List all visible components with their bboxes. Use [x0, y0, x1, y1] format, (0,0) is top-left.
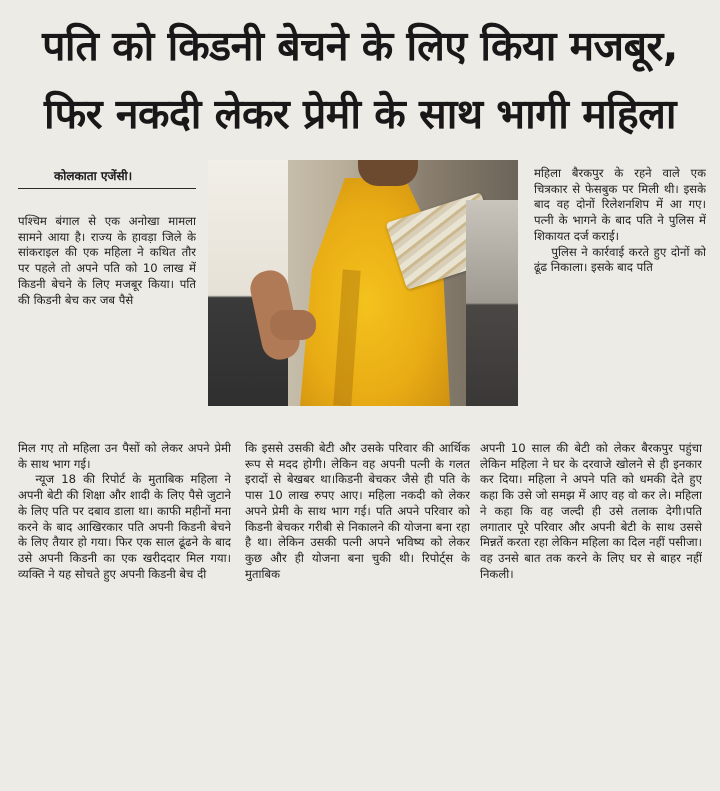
- article-column-3: [480, 441, 702, 773]
- article-column-right-top: [534, 166, 706, 440]
- headline-line-2: फिर नकदी लेकर प्रेमी के साथ भागी महिला: [43, 90, 677, 138]
- article-photo: [208, 160, 518, 406]
- article-column-left-top: [18, 214, 196, 440]
- paragraph: महिला बैरकपुर के रहने वाले एक चित्रकार से फेसबुक पर मिली थी। इसके बाद वह दोनों रिलेशनशिप में आ गए। पत्नी के भागने के बाद पति ने पुलिस में शिकायत दर्ज कराई।: [534, 166, 706, 243]
- paragraph: पुलिस ने कार्रवाई करते हुए दोनों को ढूंढ निकाला। इसके बाद पति: [534, 244, 706, 275]
- photo-joined-hands: [270, 310, 316, 340]
- article-column-1: [18, 441, 231, 773]
- photo-bystander: [466, 200, 518, 406]
- article-column-2: [245, 441, 470, 773]
- headline-line-1: पति को किडनी बेचने के लिए किया मजबूर,: [42, 22, 678, 70]
- photo-woman-head: [358, 160, 418, 186]
- paragraph: कि इससे उसकी बेटी और उसके परिवार की आर्थिक रूप से मदद होगी। लेकिन वह अपनी पत्नी के गलत इरादों से बेखबर था।किडनी बेचकर जैसे ही पति के पास 10 लाख रुपए आए। महिला नकदी को लेकर अपने प्रेमी के साथ भाग गई। पति अपने परिवार को किडनी बेचकर गरीबी से निकालने की योजना बना रहा है था। लेकिन उसकी पत्नी अपने भविष्य को लेकर कुछ और ही योजना बना चुकी थी। रिपोर्ट्स के मुताबिक: [245, 441, 470, 581]
- dateline-rule: [18, 188, 196, 189]
- paragraph: मिल गए तो महिला उन पैसों को लेकर अपने प्रेमी के साथ भाग गई।: [18, 441, 231, 471]
- dateline: कोलकाता एजेंसी।: [54, 169, 133, 183]
- paragraph: न्यूज 18 की रिपोर्ट के मुताबिक महिला ने अपनी बेटी की शिक्षा और शादी के लिए पैसे जुटाने के लिए पति पर दबाव डाला था। काफी महीनों मना करने के बाद आखिरकार पति अपनी किडनी बेचने के लिए तैयार हो गया। फिर एक साल ढूंढने के बाद उसे अपनी किडनी का एक खरीददार मिल गया। व्यक्ति ने यह सोचते हुए अपनी किडनी बेच दी: [18, 472, 231, 581]
- paragraph: अपनी 10 साल की बेटी को लेकर बैरकपुर पहुंचा लेकिन महिला ने घर के दरवाजे खोलने से ही इनकार कर दिया। महिला ने अपने पति को धमकी देते हुए कहा कि उसे जो समझ में आए वह वो कर ले। महिला ने कहा कि वह जल्दी ही उसे तलाक देगी।पति लगातार पूरे परिवार और अपनी बेटी के साथ उससे मिन्नतें करता रहा लेकिन महिला का दिल नहीं पसीजा। वह उनसे बात तक करने के लिए घर से बाहर नहीं निकली।: [480, 441, 702, 581]
- paragraph: पश्चिम बंगाल से एक अनोखा मामला सामने आया है। राज्य के हावड़ा जिले के सांकराइल की एक महिला ने कथित तौर पर पहले तो अपने पति को 10 लाख में किडनी बेचने के लिए मजबूर किया। पति की किडनी बेच कर जब पैसे: [18, 214, 196, 307]
